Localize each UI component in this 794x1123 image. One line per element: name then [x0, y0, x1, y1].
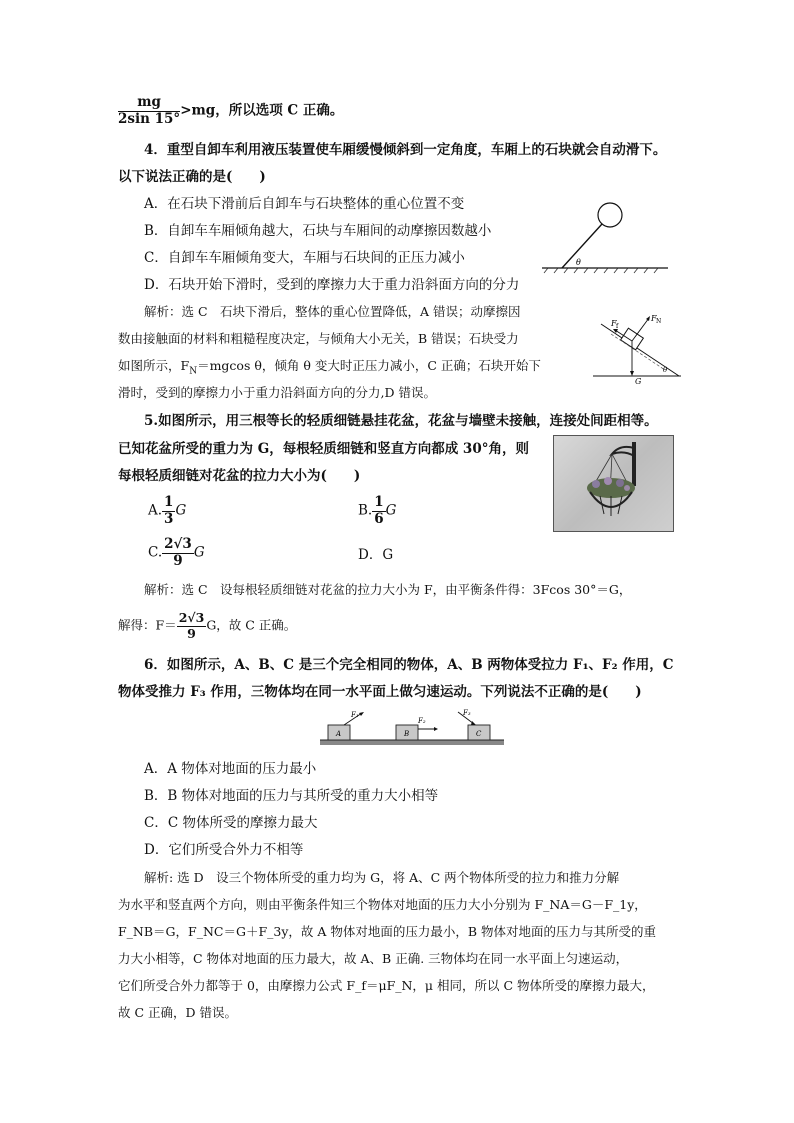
diagram-theta-label: θ	[663, 366, 668, 374]
stone-ball	[598, 203, 622, 227]
q4-stem-2: 以下说法正确的是( )	[118, 169, 266, 185]
q4-analysis-3	[118, 356, 541, 382]
q5-opt-a-label: A.	[148, 502, 163, 519]
q6-option-d: D．它们所受合外力不相等	[144, 842, 304, 858]
q5-opt-a-frac	[162, 496, 175, 526]
flower-basket-illustration	[554, 436, 673, 531]
q5-option-d: D．G	[358, 547, 394, 563]
q6-analysis-2: 为水平和竖直两个方向，则由平衡条件知三个物体对地面的压力大小分别为 F_NA＝G－F_1y，	[118, 897, 647, 912]
q4-analysis-3a: 如图所示，F	[118, 358, 190, 373]
q6-option-c: C．C 物体所受的摩擦力最大	[144, 815, 318, 831]
q6-stem-2: 物体受推力 F₃ 作用，三物体均在同一水平面上做匀速运动。下列说法不正确的是( )	[118, 684, 642, 700]
top-fraction	[118, 96, 180, 126]
q5-analysis-2-pre: 解得：F＝	[118, 617, 177, 633]
ff-label: F	[611, 319, 617, 328]
q6-analysis-3: F_NB＝G，F_NC＝G＋F_3y，故 A 物体对地面的压力最小，B 物体对地面的压力与其所受的重	[118, 924, 657, 939]
q5-option-b	[358, 496, 396, 526]
q5-opt-c-frac	[162, 538, 194, 568]
block-b-label: B	[404, 730, 410, 738]
q4-theta-label: θ	[576, 258, 581, 267]
q5-stem-2: 已知花盆所受的重力为 G，每根轻质细链和竖直方向都成 30°角，则	[118, 441, 529, 457]
f2-label: F₂	[418, 717, 426, 725]
top-line	[118, 96, 343, 126]
q6-analysis-4: 力大小相等，C 物体对地面的压力最大，故 A、B 正确. 三物体均在同一水平面上匀速运动，	[118, 951, 629, 966]
q4-stem-1: 4．重型自卸车利用液压装置使车厢缓慢倾斜到一定角度，车厢上的石块就会自动滑下。	[144, 142, 667, 158]
q6-option-b: B．B 物体对地面的压力与其所受的重力大小相等	[144, 788, 439, 804]
block-a-label: A	[336, 730, 342, 738]
q5-opt-c-label: C.	[148, 544, 163, 561]
f1-label: F₁	[351, 711, 359, 719]
q4-force-diagram	[591, 312, 683, 384]
q4-analysis-3b: ＝mgcos θ，倾角 θ 变大时正压力减小，C 正确；石块开始下	[197, 358, 541, 373]
q5-analysis-frac	[177, 612, 207, 640]
q5-opt-a-tail: G	[175, 502, 187, 519]
q5-opt-c-den: 9	[173, 552, 183, 569]
q6-option-a: A．A 物体对地面的压力最小	[144, 761, 317, 777]
ff-sub-label: f	[616, 323, 619, 330]
q5-opt-b-num: 1	[374, 494, 384, 510]
q6-analysis-6: 故 C 正确，D 错误。	[118, 1005, 238, 1020]
q5-option-a	[148, 496, 186, 526]
q6-stem-1: 6．如图所示，A、B、C 是三个完全相同的物体，A、B 两物体受拉力 F₁、F₂ 作用，C	[144, 657, 674, 673]
q4-option-c: C．自卸车车厢倾角变大，车厢与石块间的正压力减小	[144, 250, 465, 266]
q5-opt-c-num: 2√3	[164, 536, 192, 552]
q4-option-b: B．自卸车车厢倾角越大，石块与车厢间的动摩擦因数越小	[144, 223, 492, 239]
q6-blocks-figure	[318, 707, 506, 747]
top-frac-den: 2sin 15°	[118, 110, 181, 127]
fn-sub-label: N	[656, 318, 662, 325]
top-frac-num: mg	[118, 96, 180, 112]
q5-analysis-2-post: G，故 C 正确。	[206, 617, 297, 633]
f3-label: F₃	[463, 709, 471, 717]
q5-opt-a-num: 1	[164, 494, 174, 510]
q5-opt-b-tail: G	[385, 502, 397, 519]
q5-analysis-num: 2√3	[178, 610, 205, 625]
q5-opt-b-frac	[372, 496, 385, 526]
q5-opt-b-label: B.	[358, 502, 373, 519]
q5-opt-c-tail: G	[193, 544, 205, 561]
block-c-label: C	[476, 730, 482, 738]
q5-stem-3: 每根轻质细链对花盆的拉力大小为( )	[118, 468, 361, 484]
q5-opt-b-den: 6	[374, 510, 384, 527]
q4-analysis-1: 解析：选 C 石块下滑后，整体的重心位置降低，A 错误；动摩擦因	[144, 304, 521, 319]
q4-analysis-3-sub: N	[189, 366, 198, 377]
q6-analysis-5: 它们所受合外力都等于 0，由摩擦力公式 F_f＝μF_N，μ 相同，所以 C 物体所受的摩擦力最大，	[118, 978, 655, 993]
fn-label: F	[651, 314, 657, 323]
q4-analysis-2: 数由接触面的材料和粗糙程度决定，与倾角大小无关，B 错误；石块受力	[118, 331, 519, 346]
flower-basket-photo	[553, 435, 674, 532]
q5-analysis-2	[118, 612, 296, 640]
q5-stem-1: 5.如图所示，用三根等长的轻质细链悬挂花盆，花盆与墙壁未接触，连接处间距相等。	[144, 413, 658, 429]
q4-option-d: D．石块开始下滑时，受到的摩擦力大于重力沿斜面方向的分力	[144, 277, 520, 293]
top-rest: >mg，所以选项 C 正确。	[180, 102, 344, 119]
q5-analysis-den: 9	[187, 625, 196, 641]
q4-incline-figure	[540, 196, 670, 276]
q4-analysis-4: 滑时，受到的摩擦力小于重力沿斜面方向的分力,D 错误。	[118, 385, 436, 400]
q6-analysis-1: 解析: 选 D 设三个物体所受的重力均为 G，将 A、C 两个物体所受的拉力和推力分解	[144, 870, 620, 885]
q4-option-a: A．在石块下滑前后自卸车与石块整体的重心位置不变	[144, 196, 465, 212]
q5-analysis-1: 解析：选 C 设每根轻质细链对花盆的拉力大小为 F，由平衡条件得：3Fcos 30°＝G，	[144, 582, 632, 597]
q5-opt-a-den: 3	[164, 510, 174, 527]
g-label: G	[635, 377, 642, 384]
q5-option-c	[148, 538, 205, 568]
